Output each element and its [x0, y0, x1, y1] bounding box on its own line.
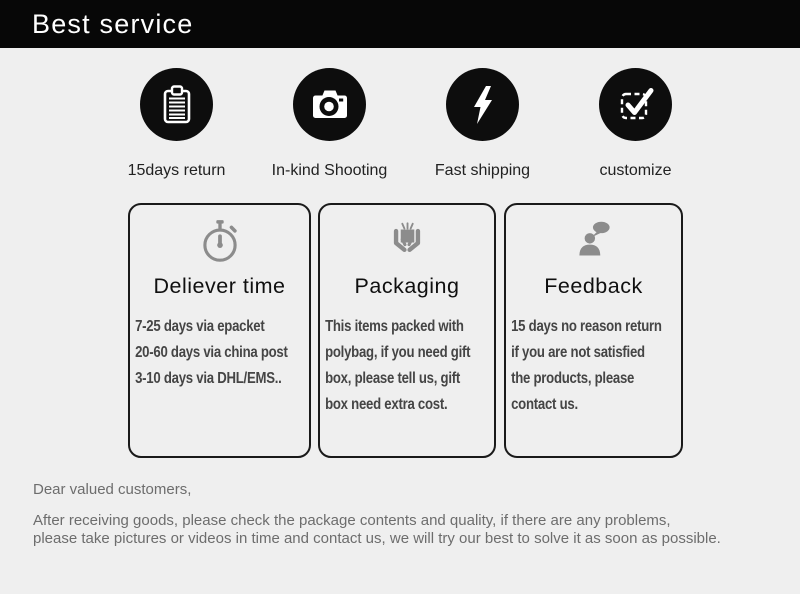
- feature-row: [100, 68, 712, 180]
- card-text-line: box need extra cost.: [325, 396, 448, 413]
- gift-hands-icon: [382, 213, 432, 271]
- footer-message-line1: After receiving goods, please check the package contents and quality, if there are any problems,: [33, 512, 671, 529]
- clipboard-icon: [140, 68, 213, 141]
- footer-note: [33, 481, 721, 547]
- card-body: [506, 314, 685, 418]
- lightning-icon: [446, 68, 519, 141]
- card-text-line: 20-60 days via china post: [135, 344, 288, 361]
- card-packaging: [318, 203, 496, 458]
- feature-in-kind-shooting: [253, 68, 406, 180]
- feature-15days-return: [100, 68, 253, 180]
- card-text-line: polybag, if you need gift: [325, 344, 471, 361]
- card-text-line: 7-25 days via epacket: [135, 318, 265, 335]
- card-body: [320, 314, 498, 418]
- card-title: Feedback: [544, 274, 643, 298]
- checkmark-icon: [599, 68, 672, 141]
- card-text-line: 3-10 days via DHL/EMS..: [135, 370, 282, 387]
- card-text-line: This items packed with: [325, 318, 464, 335]
- card-title: Deliever time: [153, 274, 286, 298]
- card-text-line: if you are not satisfied: [511, 344, 645, 361]
- card-deliver-time: [128, 203, 311, 458]
- footer-message-line2: please take pictures or videos in time and contact us, we will try our best to solve it as soon as possible.: [33, 529, 721, 547]
- card-body: [130, 314, 313, 392]
- header-bar: [0, 0, 800, 48]
- stopwatch-icon: [195, 213, 245, 271]
- card-text-line: box, please tell us, gift: [325, 370, 461, 387]
- card-text-line: 15 days no reason return: [511, 318, 662, 335]
- feature-label: In-kind Shooting: [271, 162, 388, 179]
- card-text-line: the products, please: [511, 370, 635, 387]
- card-title: Packaging: [354, 274, 460, 298]
- feature-label: 15days return: [127, 162, 226, 179]
- feature-label: Fast shipping: [434, 162, 531, 179]
- feature-label: customize: [599, 162, 672, 179]
- feature-fast-shipping: [406, 68, 559, 180]
- camera-icon: [293, 68, 366, 141]
- page-title: Best service: [32, 9, 194, 39]
- card-text-line: contact us.: [511, 396, 578, 413]
- feature-customize: [559, 68, 712, 180]
- card-feedback: [504, 203, 683, 458]
- footer-greeting: Dear valued customers,: [33, 481, 192, 498]
- feedback-person-icon: [569, 213, 619, 271]
